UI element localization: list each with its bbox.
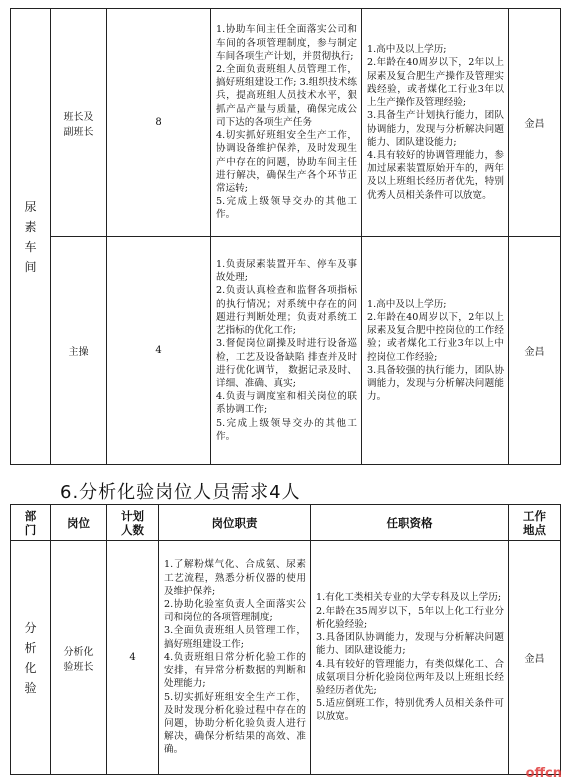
qualifications-cell: 1.有化工类相关专业的大学专科及以上学历; 2.年龄在35周岁以下，5年以上化工行业分析化验经验; 3.具备团队协调能力，发现与分析解决问题能力、团队建设能力; 4.具有较好的管理能力，有类似煤化工、合成氨项目分析化验岗位两年及以上班组长经验经历者优先; 5.适应倒班工作，特别优秀人员相关条件可以放宽。 — [311, 541, 509, 775]
offcn-watermark: offcn — [525, 766, 562, 781]
analysis-lab-table — [10, 504, 561, 775]
header-duties: 岗位职责 — [159, 505, 311, 541]
qualifications-cell: 1.高中及以上学历; 2.年龄在40周岁以下，2年以上尿素及复合肥中控岗位的工作经验；或者煤化工行业3年以上中控岗位工作经验; 3.具备较强的执行能力，团队协调能力，发现与分析解决问题能力。 — [362, 237, 509, 465]
count-cell: 4 — [107, 237, 211, 465]
location-cell: 金昌 — [509, 9, 561, 237]
header-location: 工作 地点 — [509, 505, 561, 541]
header-qualifications: 任职资格 — [311, 505, 509, 541]
header-count: 计划 人数 — [107, 505, 159, 541]
dept-cell: 尿 素 车 间 — [11, 9, 51, 465]
header-row — [11, 505, 561, 541]
urea-workshop-table — [10, 8, 561, 465]
position-cell: 班长及 副班长 — [51, 9, 107, 237]
header-dept: 部 门 — [11, 505, 51, 541]
location-cell: 金昌 — [509, 541, 561, 775]
count-cell: 4 — [107, 541, 159, 775]
duties-cell: 1.负责尿素装置开车、停车及事故处理; 2.负责认真检查和监督各项指标的执行情况；对系统中存在的问题进行判断处理；负责对系统工艺指标的优化工作; 3.督促岗位副操及时进行设备巡检，工艺及设备缺陷 排查并及时进行优化调节， 数据记录及时、详细、准确、真实; 4.负责与调度室和相关岗位的联系协调工作; 5.完成上级领导交办的其他工作。 — [211, 237, 362, 465]
dept-cell: 分 析 化 验 — [11, 541, 51, 775]
position-cell: 分析化 验班长 — [51, 541, 107, 775]
header-position: 岗位 — [51, 505, 107, 541]
section-title: 6.分析化验岗位人员需求4人 — [60, 482, 301, 503]
position-cell: 主操 — [51, 237, 107, 465]
count-cell: 8 — [107, 9, 211, 237]
location-cell: 金昌 — [509, 237, 561, 465]
duties-cell: 1.协助车间主任全面落实公司和车间的各项管理制度，参与制定车间各项生产计划，并贯彻执行; 2.全面负责班组人员管理工作，搞好班组建设工作; 3.组织技术练兵，提高班组人员技术水平，狠抓产品产量与质量，确保完成公司下达的各项生产任务 4.切实抓好班组安全生产工作，协调设备维护保养，及时发现生产中存在的问题，协助车间主任进行解决，确保生产各个环节正常运转; 5.完成上级领导交办的其他工作。 — [211, 9, 362, 237]
qualifications-cell: 1.高中及以上学历; 2.年龄在40周岁以下，2年以上尿素及复合肥生产操作及管理实践经验，或者煤化工行业3年以上生产操作及管理经验; 3.具备生产计划执行能力，团队协调能力，发现与分析解决问题能力、团队建设能力; 4.具有较好的协调管理能力，参加过尿素装置原始开车的，两年及以上班组长经历者优先，特别优秀人员相关条件可以放宽。 — [362, 9, 509, 237]
duties-cell: 1.了解粉煤气化、合成氨、尿素工艺流程，熟悉分析仪器的使用及维护保养; 2.协助化验室负责人全面落实公司和岗位的各项管理制度; 3.全面负责班组人员管理工作，搞好班组建设工作; 4.负责班组日常分析化验工作的安排，有异常分析数据的判断和处理能力; 5.切实抓好班组安全生产工作，及时发现分析化验过程中存在的问题，协助分析化验负责人进行解决，确保分析结果的高效、准确。 — [159, 541, 311, 775]
